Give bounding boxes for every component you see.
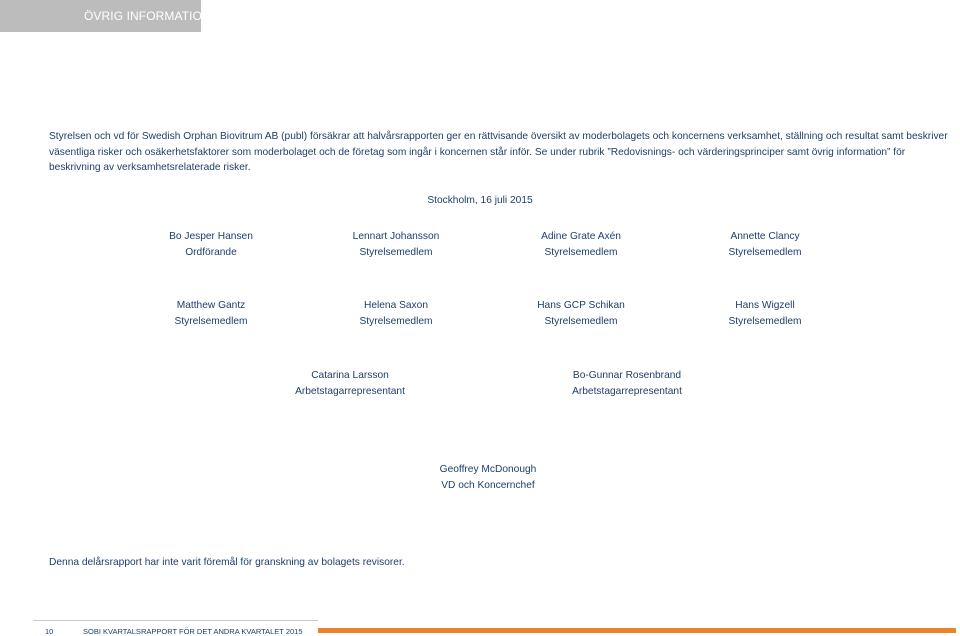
signatory-name: Geoffrey McDonough	[439, 464, 537, 475]
signatory-name: Helena Saxon	[363, 300, 428, 311]
signatory-role: Styrelsemedlem	[544, 247, 618, 258]
signatory-name: Adine Grate Axén	[541, 231, 621, 242]
audit-note: Denna delårsrapport har inte varit föremål för granskning av bolagets revisorer.	[49, 557, 405, 568]
signatory-role: Arbetstagarrepresentant	[572, 386, 682, 397]
signature-block	[665, 229, 865, 261]
signature-block	[296, 229, 496, 261]
signatory-name: Annette Clancy	[730, 231, 800, 242]
report-title: SOBI KVARTALSRAPPORT FÖR DET ANDRA KVARTALET 2015	[83, 627, 303, 636]
signature-block	[111, 229, 311, 261]
signature-block	[665, 298, 865, 330]
signature-block	[250, 368, 450, 400]
section-header	[0, 0, 211, 32]
signatory-role: VD och Koncernchef	[441, 480, 535, 491]
signature-block	[527, 368, 727, 400]
place-date: Stockholm, 16 juli 2015	[427, 195, 533, 206]
signatory-name: Lennart Johansson	[352, 231, 440, 242]
signatory-role: Ordförande	[185, 247, 237, 258]
page-number: 10	[45, 627, 54, 636]
signatory-role: Styrelsemedlem	[174, 316, 248, 327]
signature-block	[481, 229, 681, 261]
signature-block	[388, 462, 588, 494]
signatory-role: Styrelsemedlem	[728, 247, 802, 258]
footer-divider	[33, 620, 318, 621]
signatory-name: Catarina Larsson	[311, 370, 389, 381]
signatory-role: Styrelsemedlem	[728, 316, 802, 327]
section-title: ÖVRIG INFORMATION	[84, 9, 211, 23]
signatory-name: Bo-Gunnar Rosenbrand	[572, 370, 682, 381]
intro-paragraph: Styrelsen och vd för Swedish Orphan Biovitrum AB (publ) försäkrar att halvårsrapporten ger en rättvisande översikt av moderbolagets och koncernens verksamhet, ställning och resultat samt beskriver väsentliga risker och osäkerhetsfaktorer som moderbolaget och de företag som ingår i koncernen står inför. Se under rubrik ”Redovisnings- och värderingsprinciper samt övrig information” för beskrivning av verksamhetsrelaterade risker.	[49, 131, 948, 174]
signatory-role: Styrelsemedlem	[544, 316, 618, 327]
signature-block	[296, 298, 496, 330]
signatory-name: Bo Jesper Hansen	[169, 231, 253, 242]
signatory-role: Styrelsemedlem	[359, 247, 433, 258]
footer-accent-bar	[318, 628, 956, 633]
signature-block	[111, 298, 311, 330]
signatory-name: Hans GCP Schikan	[537, 300, 625, 311]
signatory-role: Arbetstagarrepresentant	[295, 386, 405, 397]
signatory-name: Hans Wigzell	[735, 300, 795, 311]
signatory-name: Matthew Gantz	[176, 300, 246, 311]
signature-block	[481, 298, 681, 330]
signatory-role: Styrelsemedlem	[359, 316, 433, 327]
